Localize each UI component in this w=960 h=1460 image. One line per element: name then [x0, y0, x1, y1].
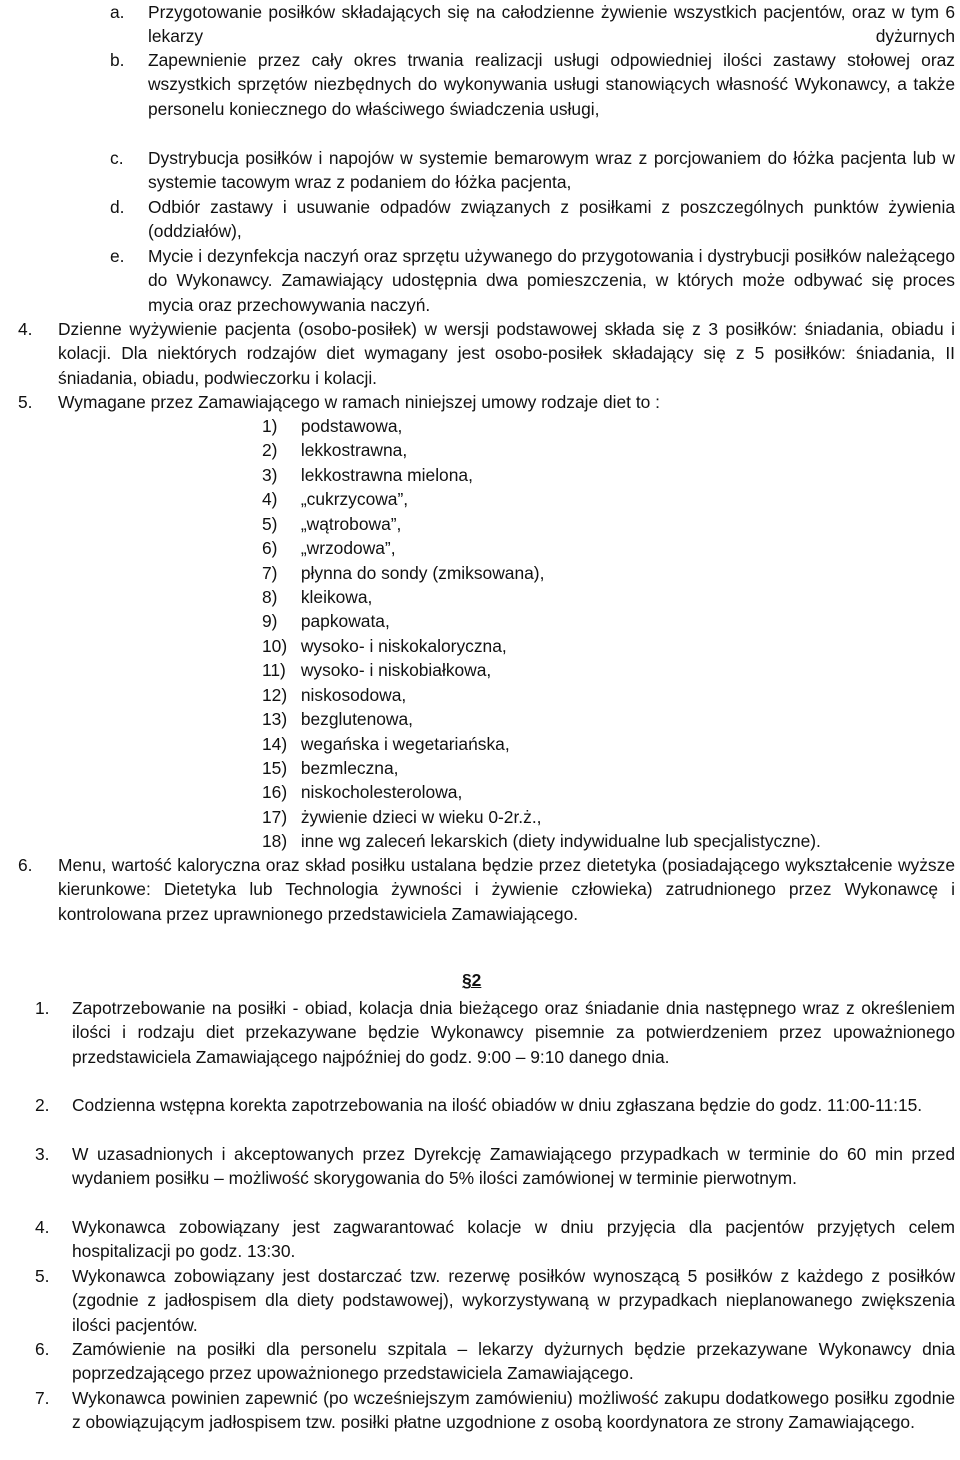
diet-text: wysoko- i niskokaloryczna, [300, 636, 507, 656]
item-text: Wykonawca powinien zapewnić (po wcześniejszym zamówieniu) możliwość zakupu dodatkowego posiłku zgodnie z obowiązującym jadłospisem tzw. posiłki płatne uzgodnione z osobą koordynatora ze strony Zamawiającego. [72, 1388, 955, 1433]
list-item-b [110, 48, 955, 121]
item-text: Zamówienie na posiłki dla personelu szpitala – lekarzy dyżurnych będzie przekazywane Wykonawcy dnia poprzedzającego przez upoważnionego przedstawiciela Zamawiającego. [72, 1339, 955, 1384]
diet-number: 5) [262, 514, 278, 534]
diet-text: bezglutenowa, [300, 709, 413, 729]
diet-text: płynna do sondy (zmiksowana), [300, 563, 545, 583]
diet-item [262, 463, 952, 487]
diet-number: 18) [262, 831, 288, 851]
diet-text: wegańska i wegetariańska, [300, 734, 510, 754]
diet-text: podstawowa, [300, 416, 403, 436]
item-label: 5. [35, 1266, 50, 1286]
item-label: b. [110, 50, 125, 70]
list-item-1 [35, 996, 955, 1069]
item-label: 7. [35, 1388, 50, 1408]
diet-number: 16) [262, 782, 288, 802]
section-heading: §2 [462, 970, 482, 990]
item-text: Dzienne wyżywienie pacjenta (osobo-posiłek) w wersji podstawowej składa się z 3 posiłków: śniadania, obiadu i kolacji. Dla niektórych rodzajów diet wymagany jest osobo-posiłek składający się z 5 posiłków: śniadania, II śniadania, obiadu, podwieczorku i kolacji. [58, 319, 955, 388]
diet-item [262, 732, 952, 756]
diet-item [262, 707, 952, 731]
diet-text: lekkostrawna, [300, 440, 408, 460]
diet-text: „wątrobowa”, [300, 514, 402, 534]
diet-text: żywienie dzieci w wieku 0-2r.ż., [300, 807, 542, 827]
diet-text: wysoko- i niskobiałkowa, [300, 660, 492, 680]
diet-text: „cukrzycowa”, [300, 489, 409, 509]
item-label: e. [110, 246, 125, 266]
diet-item [262, 756, 952, 780]
item-label: c. [110, 148, 124, 168]
list-item-c [110, 146, 955, 195]
list-item-6 [35, 1337, 955, 1386]
diet-number: 17) [262, 807, 288, 827]
diet-text: papkowata, [300, 611, 390, 631]
diet-item [262, 829, 952, 853]
diet-number: 6) [262, 538, 278, 558]
item-label: 2. [35, 1095, 50, 1115]
item-label: 4. [35, 1217, 50, 1237]
diet-item [262, 683, 952, 707]
diet-number: 14) [262, 734, 288, 754]
item-label: d. [110, 197, 125, 217]
item-text: Menu, wartość kaloryczna oraz skład posiłku ustalana będzie przez dietetyka (posiadającego wykształcenie wyższe kierunkowe: Dietetyka lub Technologia żywności i żywienie człowieka) zatrudnionego przez Wykonawcę i kontrolowana przez uprawnionego przedstawiciela Zamawiającego. [58, 855, 955, 924]
item-text: Codzienna wstępna korekta zapotrzebowania na ilość obiadów w dniu zgłaszana będzie do godz. 11:00-11:15. [72, 1095, 923, 1115]
diet-number: 12) [262, 685, 288, 705]
diet-item [262, 561, 952, 585]
item-text: Dystrybucja posiłków i napojów w systemie bemarowym wraz z porcjowaniem do łóżka pacjenta lub w systemie tacowym wraz z podaniem do łóżka pacjenta, [148, 148, 955, 193]
list-item-4 [18, 317, 955, 390]
diet-item [262, 414, 952, 438]
diet-item [262, 780, 952, 804]
item-text: Zapewnienie przez cały okres trwania realizacji usługi odpowiedniej ilości zastawy stołowej oraz wszystkich sprzętów niezbędnych do wykonywania usługi stanowiących własność Wykonawcy, a także personelu koniecznego do właściwego świadczenia usługi, [148, 50, 955, 119]
item-text: W uzasadnionych i akceptowanych przez Dyrekcję Zamawiającego przypadkach w terminie do 60 min przed wydaniem posiłku – możliwość skorygowania do 5% ilości zamówionej w terminie pierwotnym. [72, 1144, 955, 1189]
item-label: 4. [18, 319, 33, 339]
item-text: Przygotowanie posiłków składających się na całodzienne żywienie wszystkich pacjentów, oraz w tym 6 lekarzy dyżurnych [148, 2, 955, 47]
diet-number: 8) [262, 587, 278, 607]
list-item-a [110, 0, 955, 49]
list-item-2 [35, 1093, 955, 1117]
diet-item [262, 805, 952, 829]
diet-number: 11) [262, 660, 286, 680]
list-item-6 [18, 853, 955, 926]
item-label: 6. [35, 1339, 50, 1359]
item-label: a. [110, 2, 125, 22]
diet-text: kleikowa, [300, 587, 373, 607]
list-item-5 [18, 390, 955, 414]
list-item-3 [35, 1142, 955, 1191]
item-text: Zapotrzebowanie na posiłki - obiad, kolacja dnia bieżącego oraz śniadanie dnia następnego wraz z określeniem ilości i rodzaju diet przekazywane będzie Wykonawcy pisemnie za potwierdzeniem przez upoważnionego przedstawiciela Zamawiającego najpóźniej do godz. 9:00 – 9:10 danego dnia. [72, 998, 955, 1067]
diet-text: niskocholesterolowa, [300, 782, 463, 802]
diet-text: inne wg zaleceń lekarskich (diety indywidualne lub specjalistyczne). [300, 831, 821, 851]
item-text: Mycie i dezynfekcja naczyń oraz sprzętu używanego do przygotowania i dystrybucji posiłków należącego do Wykonawcy. Zamawiający udostępnia dwa pomieszczenia, w których może odbywać się proces mycia oraz przechowywania naczyń. [148, 246, 955, 315]
diet-number: 2) [262, 440, 278, 460]
item-text: Wykonawca zobowiązany jest zagwarantować kolacje w dniu przyjęcia dla pacjentów przyjętych celem hospitalizacji po godz. 13:30. [72, 1217, 955, 1262]
list-item-d [110, 195, 955, 244]
diet-text: niskosodowa, [300, 685, 407, 705]
diet-number: 15) [262, 758, 288, 778]
diet-text: bezmleczna, [300, 758, 399, 778]
diet-item [262, 634, 952, 658]
list-item-7 [35, 1386, 955, 1435]
diet-item [262, 487, 952, 511]
item-label: 6. [18, 855, 33, 875]
item-text: Odbiór zastawy i usuwanie odpadów związanych z posiłkami z poszczególnych punktów żywienia (oddziałów), [148, 197, 955, 242]
list-item-e [110, 244, 955, 317]
item-label: 5. [18, 392, 33, 412]
diet-number: 4) [262, 489, 278, 509]
diet-number: 9) [262, 611, 278, 631]
diet-text: „wrzodowa”, [300, 538, 396, 558]
diet-number: 13) [262, 709, 288, 729]
diet-item [262, 658, 952, 682]
item-text: Wykonawca zobowiązany jest dostarczać tzw. rezerwę posiłków wynoszącą 5 posiłków z każdego z posiłków (zgodnie z jadłospisem dla diety podstawowej), wykorzystywaną w przypadkach nieplanowanego zwiększenia ilości pacjentów. [72, 1266, 955, 1335]
diet-item [262, 512, 952, 536]
item-label: 3. [35, 1144, 50, 1164]
diet-text: lekkostrawna mielona, [300, 465, 473, 485]
diet-number: 3) [262, 465, 278, 485]
diet-number: 10) [262, 636, 288, 656]
item-label: 1. [35, 998, 50, 1018]
item-text: Wymagane przez Zamawiającego w ramach niniejszej umowy rodzaje diet to : [58, 392, 661, 412]
diet-number: 1) [262, 416, 278, 436]
diet-number: 7) [262, 563, 278, 583]
diet-item [262, 585, 952, 609]
diet-item [262, 609, 952, 633]
list-item-5 [35, 1264, 955, 1337]
list-item-4 [35, 1215, 955, 1264]
diet-item [262, 438, 952, 462]
diet-item [262, 536, 952, 560]
